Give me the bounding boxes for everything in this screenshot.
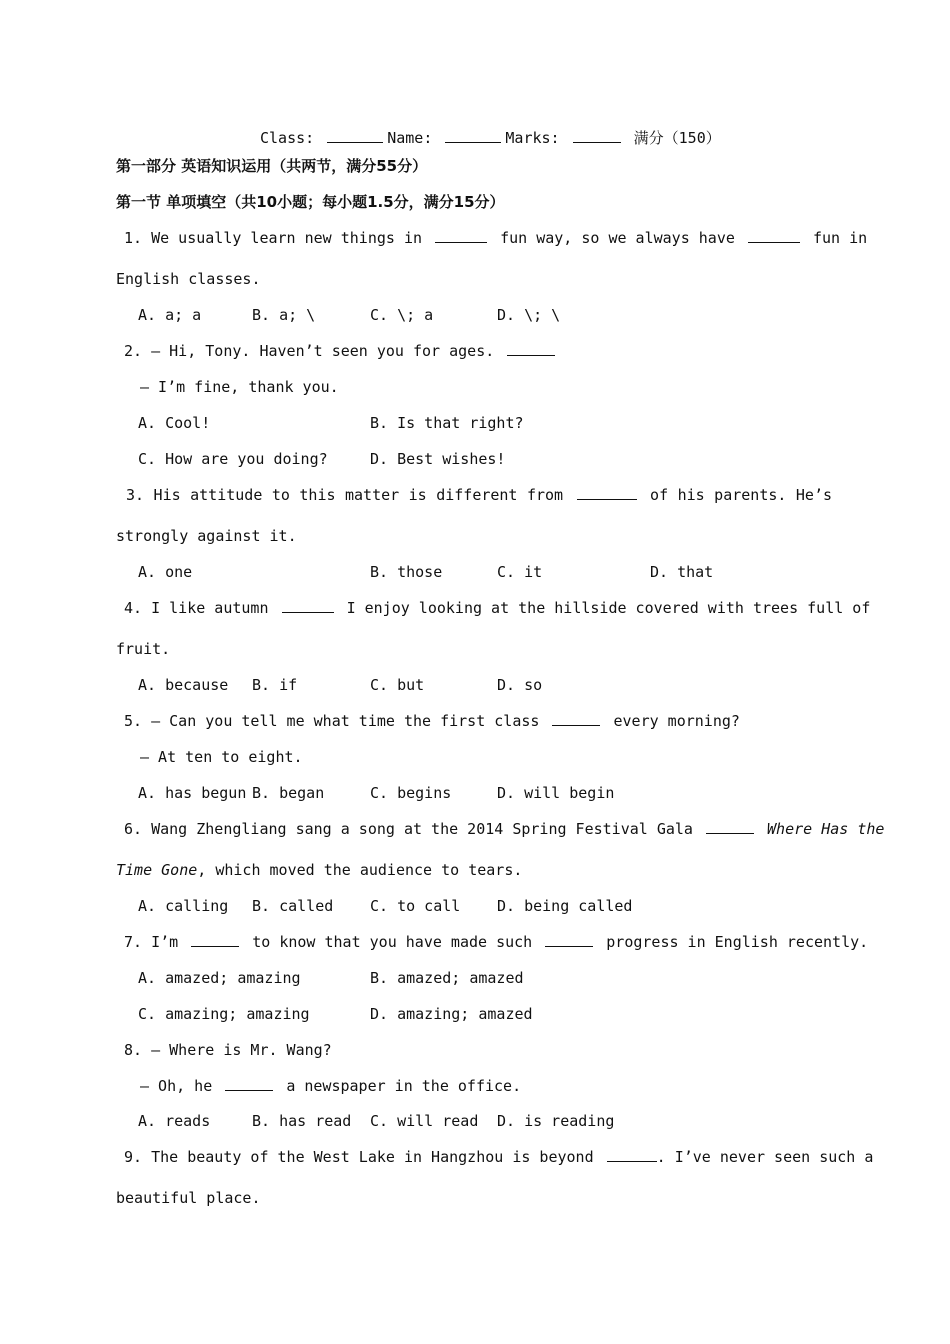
question-4-line1: 4. I like autumn I enjoy looking at the hillside covered with trees full of [124,599,871,617]
answer-blank[interactable] [191,932,239,947]
question-9-line2: beautiful place. [116,1189,261,1207]
question-5-line1: 5. — Can you tell me what time the first class every morning? [124,712,740,730]
option-a[interactable]: A. a; a [138,306,202,324]
question-number: 1. [124,229,143,247]
option-a[interactable]: A. amazed; amazing [138,969,301,987]
marks-blank[interactable] [573,128,621,143]
option-a[interactable]: A. Cool! [138,414,211,432]
question-2-line1: 2. — Hi, Tony. Haven’t seen you for ages. [124,341,559,361]
question-number: 2. [124,342,143,360]
answer-blank[interactable] [706,819,754,834]
option-c[interactable]: C. it [497,563,543,581]
option-d[interactable]: D. Best wishes! [370,450,506,468]
exam-header [260,128,721,148]
answer-blank[interactable] [435,228,487,243]
question-number: 4. [124,599,143,617]
question-number: 6. [124,820,143,838]
class-blank[interactable] [327,128,383,143]
section1-title: 第一节 单项填空（共10小题；每小题1.5分，满分15分） [116,193,505,211]
option-b[interactable]: B. if [252,676,298,694]
question-number: 9. [124,1148,143,1166]
option-a[interactable]: A. because [138,676,229,694]
option-b[interactable]: B. amazed; amazed [370,969,524,987]
answer-blank[interactable] [282,598,334,613]
question-4-line2: fruit. [116,640,171,658]
option-a[interactable]: A. has begun [138,784,247,802]
marks-label: Marks: [505,129,560,147]
part1-title: 第一部分 英语知识运用（共两节，满分55分） [116,157,428,175]
option-b[interactable]: B. Is that right? [370,414,524,432]
question-7-line1: 7. I’m to know that you have made such progress in English recently. [124,933,869,951]
option-c[interactable]: C. How are you doing? [138,450,328,468]
answer-blank[interactable] [577,485,637,500]
option-c[interactable]: C. begins [370,784,452,802]
answer-blank[interactable] [545,932,593,947]
option-d[interactable]: D. so [497,676,543,694]
option-b[interactable]: B. a; \ [252,306,316,324]
option-d[interactable]: D. will begin [497,784,615,802]
total-score: 满分（150） [633,129,721,147]
answer-blank[interactable] [507,341,555,356]
question-number: 8. [124,1041,143,1059]
answer-blank[interactable] [225,1076,273,1091]
option-a[interactable]: A. reads [138,1112,211,1130]
question-number: 7. [124,933,143,951]
question-3-line1: 3. His attitude to this matter is different from of his parents. He’s [126,486,833,504]
answer-blank[interactable] [748,228,800,243]
option-c[interactable]: C. will read [370,1112,479,1130]
option-c[interactable]: C. to call [370,897,461,915]
question-1-line1: 1. We usually learn new things in fun way, so we always have fun in [124,229,868,247]
question-number: 5. [124,712,143,730]
question-6-line2: Time Gone, which moved the audience to tears. [116,861,523,879]
option-d[interactable]: D. \; \ [497,306,561,324]
question-6-line1: 6. Wang Zhengliang sang a song at the 2014 Spring Festival Gala Where Has the [124,820,885,838]
question-9-line1: 9. The beauty of the West Lake in Hangzhou is beyond . I’ve never seen such a [124,1148,874,1166]
question-2-line2: — I’m fine, thank you. [140,378,339,396]
name-blank[interactable] [445,128,501,143]
option-c[interactable]: C. \; a [370,306,434,324]
question-number: 3. [126,486,145,504]
option-d[interactable]: D. that [650,563,714,581]
question-8-line1: 8. — Where is Mr. Wang? [124,1041,332,1059]
option-b[interactable]: B. began [252,784,325,802]
option-b[interactable]: B. has read [252,1112,352,1130]
option-d[interactable]: D. amazing; amazed [370,1005,533,1023]
question-5-line2: — At ten to eight. [140,748,303,766]
option-c[interactable]: C. but [370,676,425,694]
answer-blank[interactable] [607,1147,657,1162]
question-1-line2: English classes. [116,270,261,288]
answer-blank[interactable] [552,711,600,726]
option-d[interactable]: D. is reading [497,1112,615,1130]
option-b[interactable]: B. called [252,897,334,915]
option-a[interactable]: A. calling [138,897,229,915]
option-a[interactable]: A. one [138,563,193,581]
option-b[interactable]: B. those [370,563,443,581]
question-8-line2: — Oh, he a newspaper in the office. [140,1077,522,1095]
option-c[interactable]: C. amazing; amazing [138,1005,310,1023]
option-d[interactable]: D. being called [497,897,633,915]
name-label: Name: [387,129,433,147]
class-label: Class: [260,129,315,147]
question-3-line2: strongly against it. [116,527,297,545]
